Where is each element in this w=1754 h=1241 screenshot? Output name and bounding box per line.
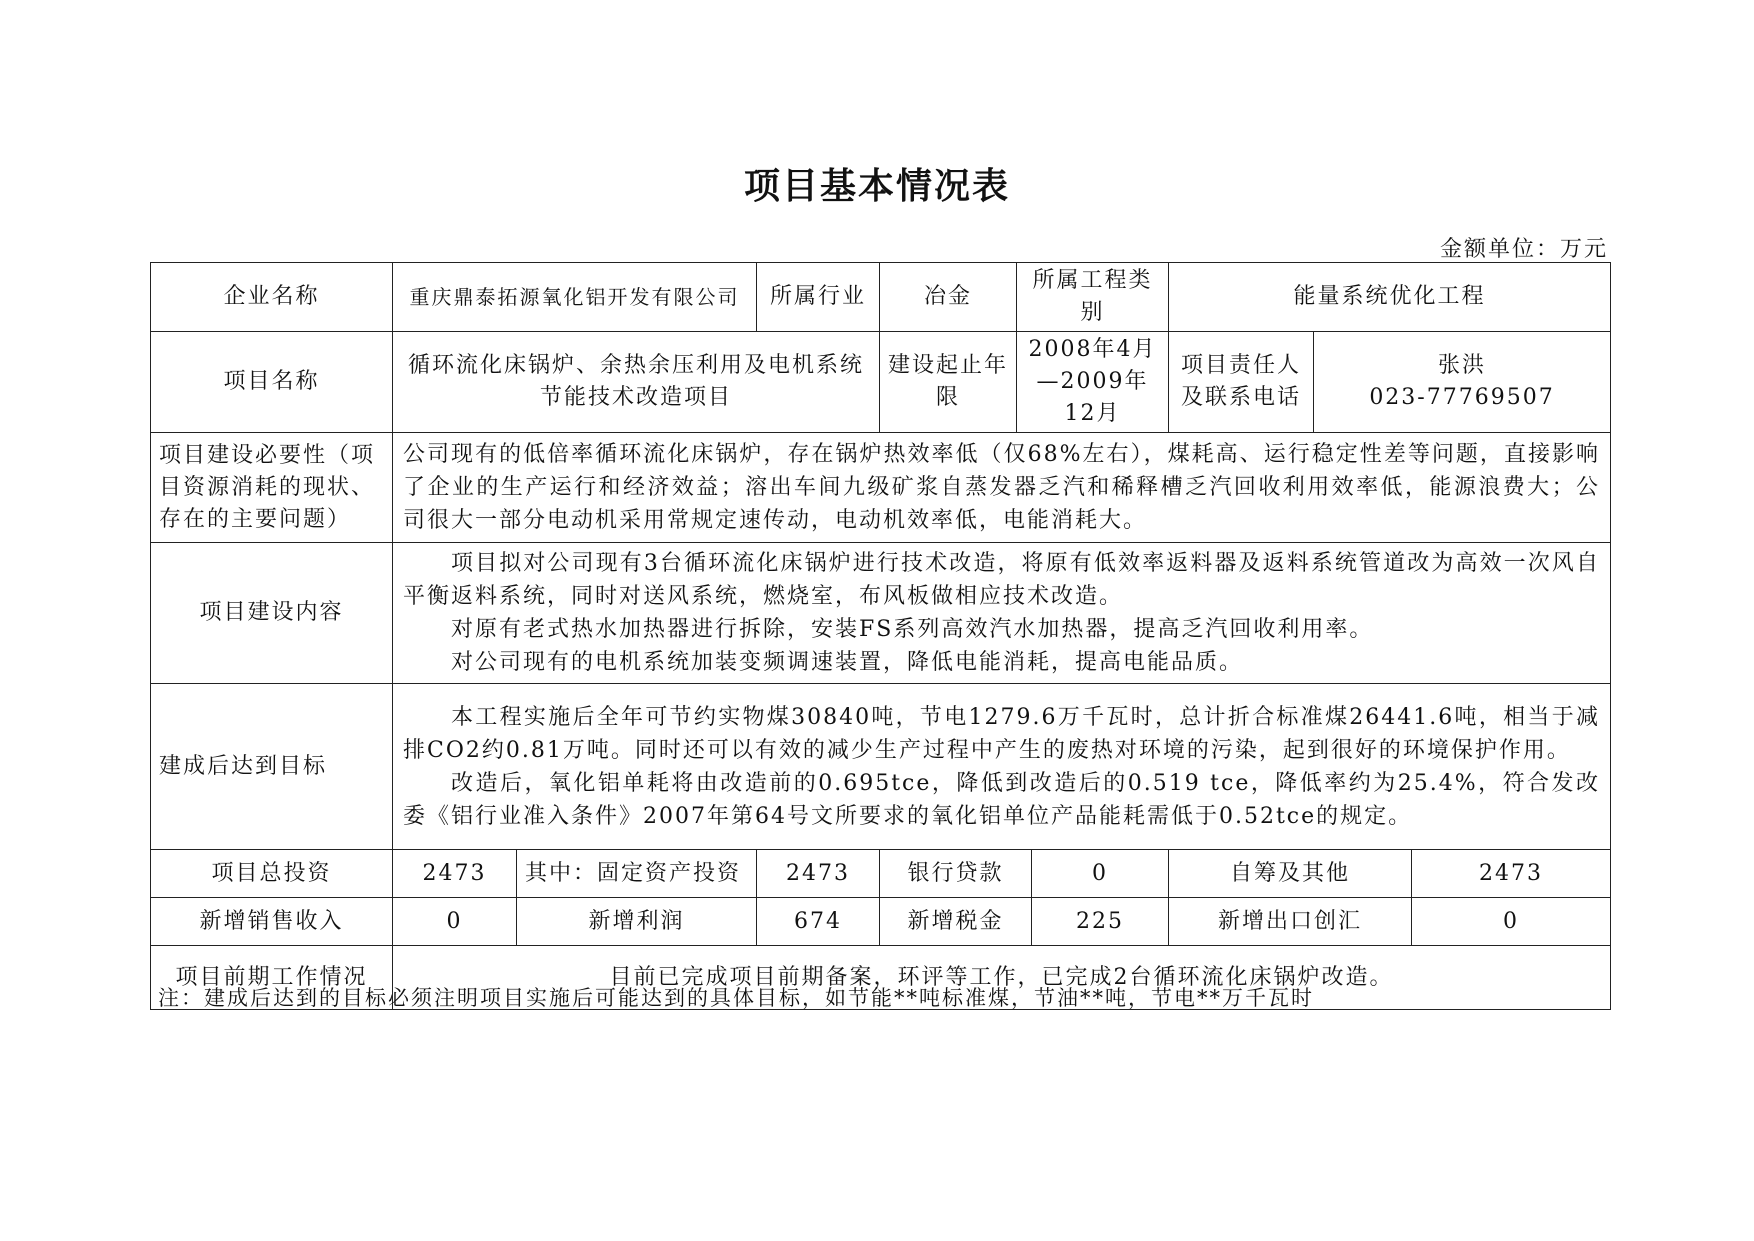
table-row (151, 433, 1611, 543)
self-funding-label: 自筹及其他 (1169, 850, 1412, 898)
bank-loan-value: 0 (1032, 850, 1169, 898)
period-start: 2008年4月 (1028, 337, 1157, 362)
contact-value (1314, 332, 1611, 433)
category-label: 所属工程类别 (1017, 263, 1169, 332)
industry-value: 冶金 (880, 263, 1017, 332)
table-row (151, 898, 1611, 946)
period-label: 建设起止年限 (880, 332, 1017, 433)
goal-label: 建成后达到目标 (151, 684, 393, 850)
company-label: 企业名称 (151, 263, 393, 332)
project-name-label: 项目名称 (151, 332, 393, 433)
project-info-table (150, 262, 1611, 1010)
contact-label: 项目责任人及联系电话 (1169, 332, 1314, 433)
new-tax-value: 225 (1032, 898, 1169, 946)
category-value: 能量系统优化工程 (1169, 263, 1611, 332)
new-tax-label: 新增税金 (880, 898, 1032, 946)
table-row (151, 543, 1611, 684)
content-text (393, 543, 1611, 684)
goal-text (393, 684, 1611, 850)
new-export-value: 0 (1412, 898, 1611, 946)
new-sales-label: 新增销售收入 (151, 898, 393, 946)
bank-loan-label: 银行贷款 (880, 850, 1032, 898)
period-end: —2009年12月 (1036, 369, 1149, 426)
page-title: 项目基本情况表 (743, 166, 1010, 207)
new-export-label: 新增出口创汇 (1169, 898, 1412, 946)
company-value: 重庆鼎泰拓源氧化铝开发有限公司 (393, 263, 757, 332)
preliminary-label: 项目前期工作情况 (151, 946, 393, 1010)
new-profit-value: 674 (757, 898, 880, 946)
content-paragraph-2: 对原有老式热水加热器进行拆除，安装FS系列高效汽水加热器，提高乏汽回收利用率。 (451, 617, 1374, 642)
table-row (151, 263, 1611, 332)
goal-paragraph-1: 本工程实施后全年可节约实物煤30840吨，节电1279.6万千瓦时，总计折合标准煤26441.6吨，相当于减排CO2约0.81万吨。同时还可以有效的减少生产过程中产生的废热对环境的污染，起到很好的环境保护作用。 (403, 704, 1601, 763)
table-row (151, 850, 1611, 898)
self-funding-value: 2473 (1412, 850, 1611, 898)
goal-paragraph-2: 改造后，氧化铝单耗将由改造前的0.695tce，降低到改造后的0.519 tce，降低率约为25.4%，符合发改委《铝行业准入条件》2007年第64号文所要求的氧化铝单位产品能耗需低于0.52tce的规定。 (403, 770, 1601, 829)
content-paragraph-3: 对公司现有的电机系统加装变频调速装置，降低电能消耗，提高电能品质。 (451, 650, 1244, 675)
project-name-value: 循环流化床锅炉、余热余压利用及电机系统节能技术改造项目 (393, 332, 880, 433)
fixed-investment-value: 2473 (757, 850, 880, 898)
industry-label: 所属行业 (757, 263, 880, 332)
amount-unit: 金额单位：万元 (1439, 237, 1608, 262)
table-row (151, 332, 1611, 433)
contact-phone: 023-77769507 (1369, 385, 1555, 410)
table-row (151, 684, 1611, 850)
new-profit-label: 新增利润 (517, 898, 757, 946)
necessity-text: 公司现有的低倍率循环流化床锅炉，存在锅炉热效率低（仅68%左右），煤耗高、运行稳定性差等问题，直接影响了企业的生产运行和经济效益；溶出车间九级矿浆自蒸发器乏汽和稀释槽乏汽回收利用效率低，能源浪费大；公司很大一部分电动机采用常规定速传动，电动机效率低，电能消耗大。 (393, 433, 1611, 543)
preliminary-text: 目前已完成项目前期备案，环评等工作，已完成2台循环流化床锅炉改造。 (393, 946, 1611, 1010)
new-sales-value: 0 (393, 898, 517, 946)
total-investment-value: 2473 (393, 850, 517, 898)
necessity-label: 项目建设必要性（项目资源消耗的现状、存在的主要问题） (151, 433, 393, 543)
content-paragraph-1: 项目拟对公司现有3台循环流化床锅炉进行技术改造，将原有低效率返料器及返料系统管道改为高效一次风自平衡返料系统，同时对送风系统，燃烧室，布风板做相应技术改造。 (403, 551, 1601, 609)
total-investment-label: 项目总投资 (151, 850, 393, 898)
fixed-investment-label: 其中：固定资产投资 (517, 850, 757, 898)
content-label: 项目建设内容 (151, 543, 393, 684)
period-value (1017, 332, 1169, 433)
contact-name: 张洪 (1438, 353, 1487, 378)
footnote: 注：建成后达到的目标必须注明项目实施后可能达到的具体目标，如节能**吨标准煤，节油**吨，节电**万千瓦时 (158, 986, 1314, 1010)
